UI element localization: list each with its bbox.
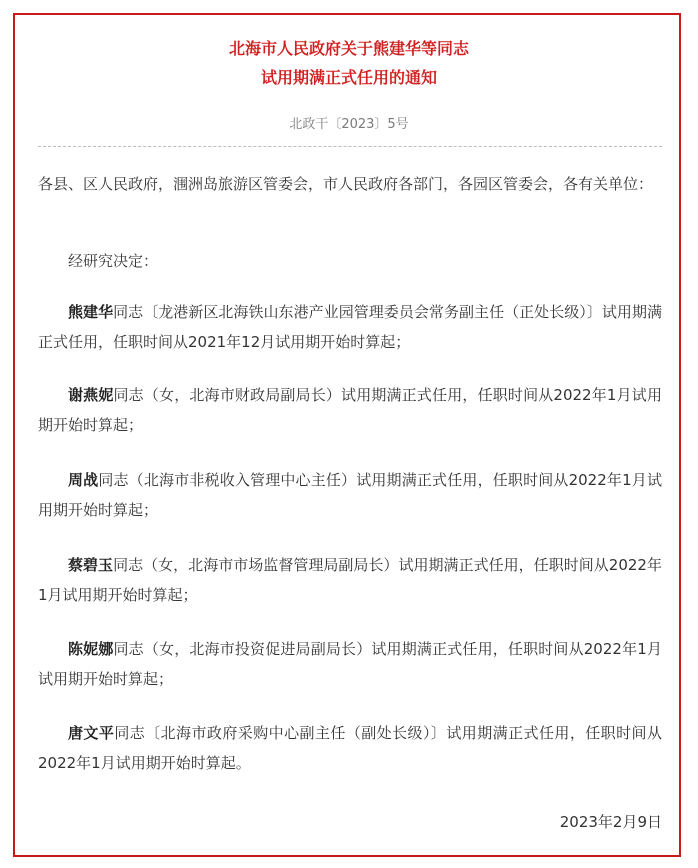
appointment-text: 同志（女，北海市财政局副局长）试用期满正式任用，任职时间从2022年1月试用期开始时算起； xyxy=(38,386,662,434)
appointee-name: 陈妮娜 xyxy=(68,640,114,658)
appointee-name: 唐文平 xyxy=(68,724,115,742)
appointment-text: 同志〔北海市政府采购中心副主任（副处长级）〕试用期满正式任用，任职时间从2022年1月试用期开始时算起。 xyxy=(38,724,662,772)
document-title-line-2: 试用期满正式任用的通知 xyxy=(260,68,437,87)
appointment-text: 同志（女，北海市市场监督管理局副局长）试用期满正式任用，任职时间从2022年1月试用期开始时算起； xyxy=(38,556,662,604)
appointee-name: 蔡碧玉 xyxy=(68,556,114,574)
document-number: 北政干〔2023〕5号 xyxy=(289,117,409,132)
appointment-text: 同志（北海市非税收入管理中心主任）试用期满正式任用，任职时间从2022年1月试用期开始时算起； xyxy=(38,471,662,519)
appointee-name: 熊建华 xyxy=(68,303,114,321)
appointment-paragraph xyxy=(38,550,662,610)
appointment-paragraph xyxy=(38,718,662,778)
appointment-paragraph xyxy=(38,380,662,440)
appointment-paragraph xyxy=(38,297,662,357)
header-divider xyxy=(38,146,662,147)
appointee-name: 周战 xyxy=(68,471,99,489)
appointment-paragraph xyxy=(38,634,662,694)
addressee-paragraph: 各县、区人民政府，涠洲岛旅游区管委会，市人民政府各部门，各园区管委会，各有关单位： xyxy=(38,175,654,193)
decision-intro: 经研究决定： xyxy=(68,252,159,270)
appointment-paragraph xyxy=(38,465,662,525)
document-title-line-1: 北海市人民政府关于熊建华等同志 xyxy=(228,39,469,58)
appointment-text: 同志（女，北海市投资促进局副局长）试用期满正式任用，任职时间从2022年1月试用期开始时算起； xyxy=(38,640,662,688)
issue-date: 2023年2月9日 xyxy=(559,813,662,831)
appointment-text: 同志〔龙港新区北海铁山东港产业园管理委员会常务副主任（正处长级）〕试用期满正式任用，任职时间从2021年12月试用期开始时算起； xyxy=(38,303,662,351)
appointee-name: 谢燕妮 xyxy=(68,386,114,404)
